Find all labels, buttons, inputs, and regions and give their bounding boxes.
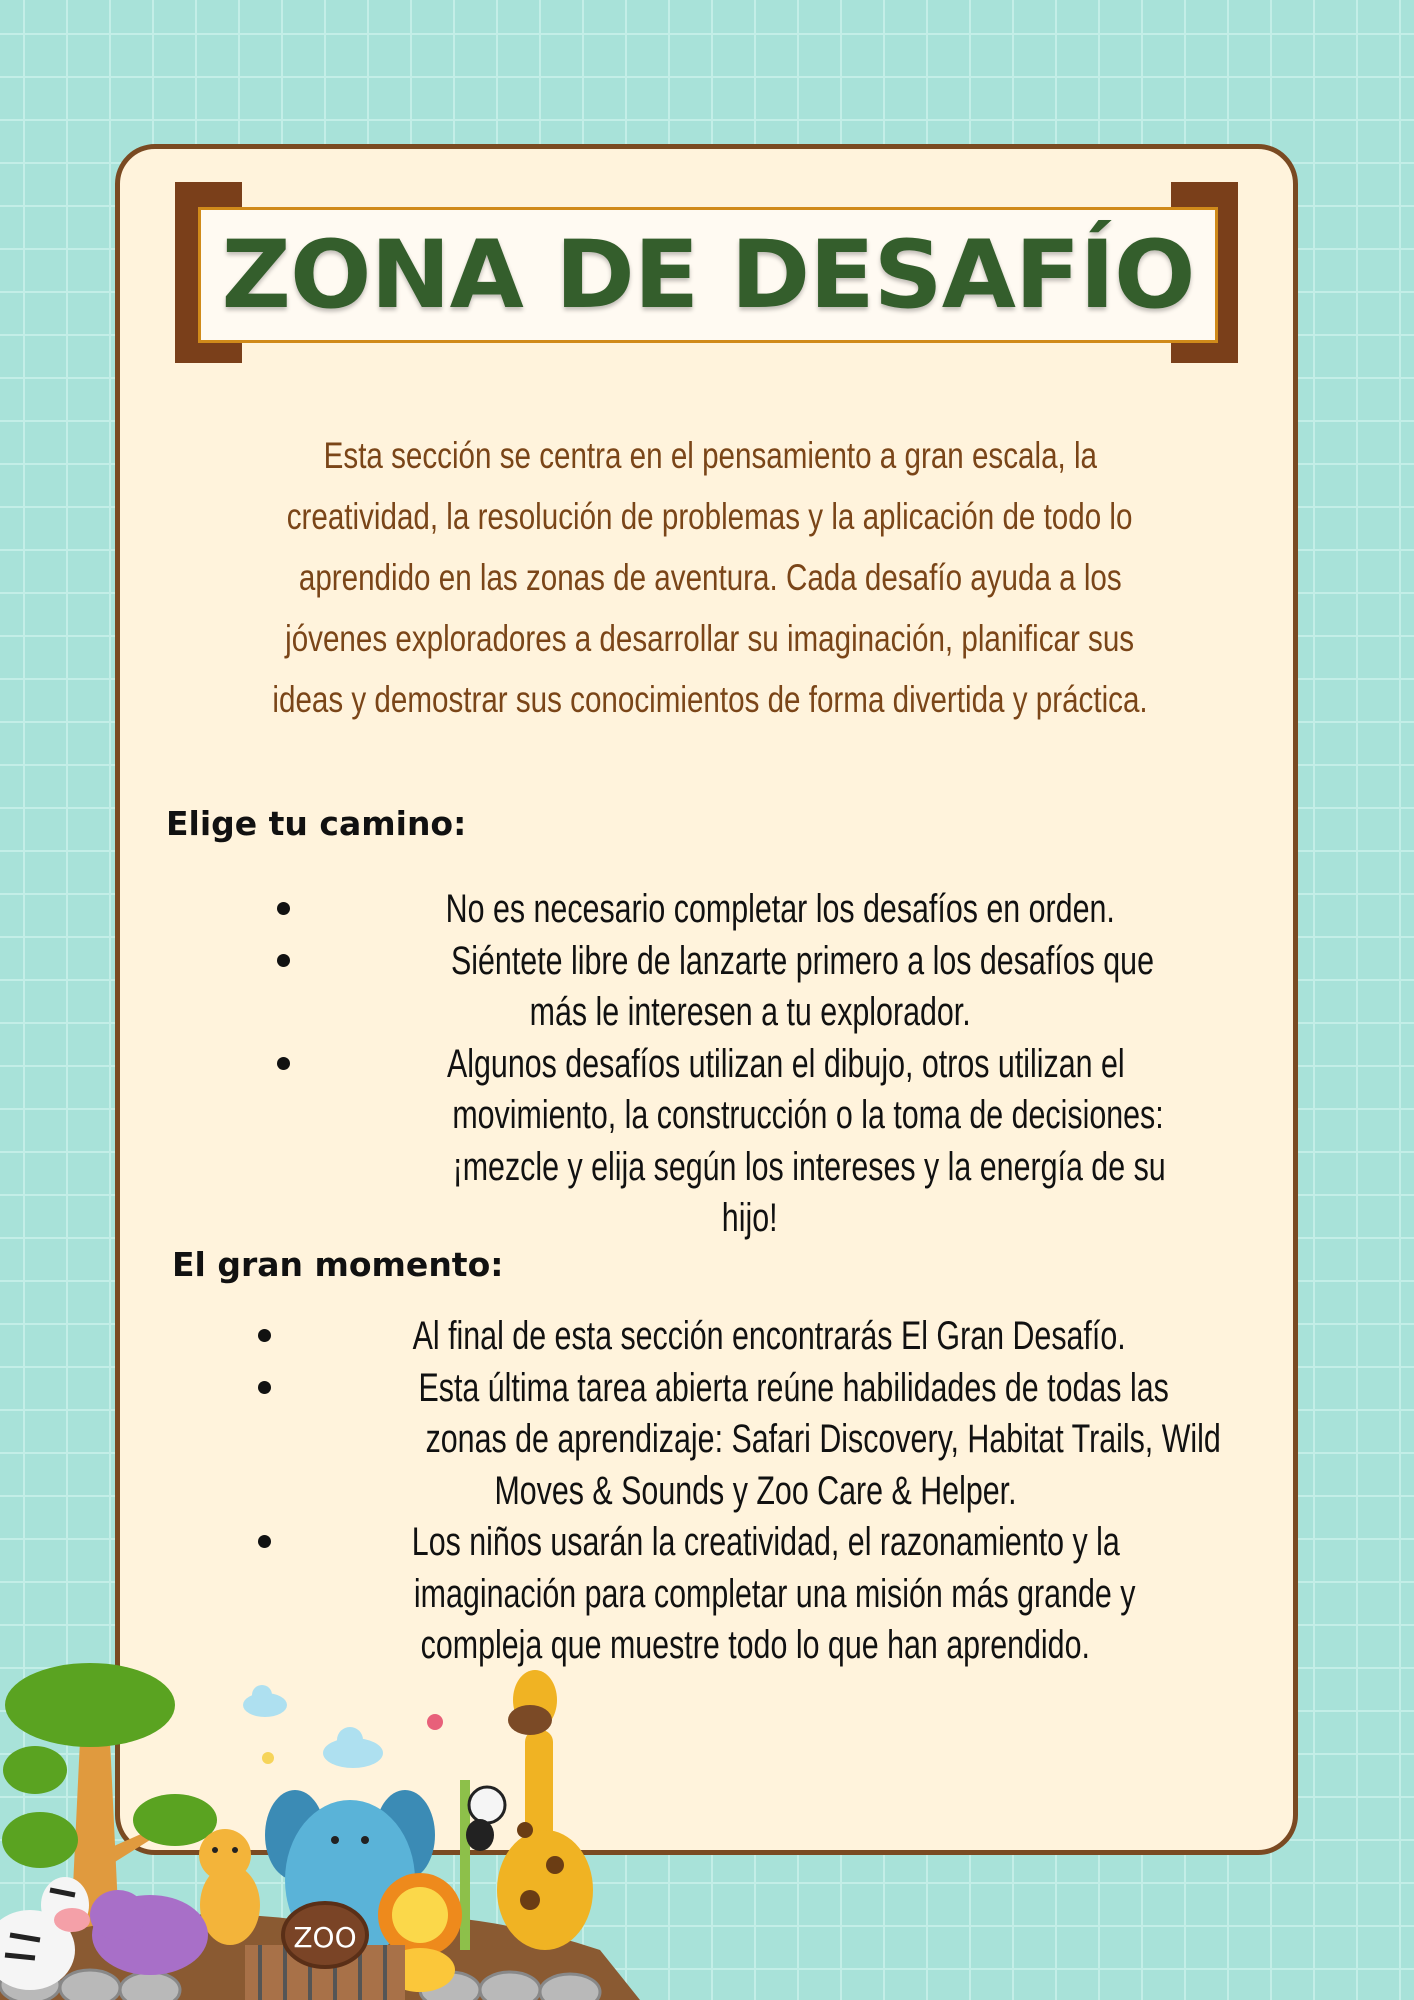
list-item [0, 884, 1414, 936]
bullet-icon [258, 1535, 271, 1548]
giraffe [497, 1670, 593, 1950]
bullet-icon [258, 1381, 271, 1394]
zoo-animals-illustration [0, 1650, 640, 2000]
list-item-text: Siéntete libre de lanzarte primero a los desafíos que [450, 938, 1154, 983]
list-item-text: Algunos desafíos utilizan el dibujo, otros utilizan el [446, 1041, 1125, 1086]
hippo [90, 1890, 208, 1975]
list-item-text: Los niños usarán la creatividad, el razonamiento y la [411, 1520, 1120, 1564]
list-item [0, 1311, 1414, 1363]
list-item-text: Al final de esta sección encontrarás El Gran Desafío. [412, 1314, 1126, 1358]
section-heading-choose-path: Elige tu camino: [166, 804, 467, 843]
list-item [0, 1039, 1414, 1245]
list-item-text: Esta última tarea abierta reúne habilidades de todas las [418, 1365, 1169, 1410]
choose-path-list [0, 884, 1414, 1245]
list-item-text: más le interesen a tu explorador. [529, 990, 971, 1034]
list-item-text: imaginación para completar una misión más grande y [413, 1571, 1136, 1616]
title-banner [198, 207, 1218, 343]
big-moment-list [0, 1311, 1414, 1672]
zoo-sign-text: ZOO [293, 1921, 357, 1954]
intro-line: Esta sección se centra en el pensamiento a gran escala, la [323, 435, 1097, 476]
bullet-icon [258, 1329, 271, 1342]
intro-line: aprendido en las zonas de aventura. Cada desafío ayuda a los [298, 557, 1122, 598]
bullet-icon [277, 954, 290, 967]
list-item-text: zonas de aprendizaje: Safari Discovery, Habitat Trails, Wild [425, 1417, 1221, 1461]
list-item-text: movimiento, la construcción o la toma de decisiones: [452, 1093, 1164, 1137]
bullet-icon [277, 902, 290, 915]
list-item [0, 1363, 1414, 1518]
list-item-text: ¡mezcle y elija según los intereses y la energía de su [452, 1144, 1166, 1189]
list-item-text: No es necesario completar los desafíos en orden. [445, 887, 1115, 931]
list-item-text: compleja que muestre todo lo que han aprendido. [420, 1623, 1090, 1667]
list-item [0, 1517, 1414, 1672]
section-heading-big-moment: El gran momento: [172, 1245, 504, 1284]
intro-line: ideas y demostrar sus conocimientos de forma divertida y práctica. [272, 679, 1148, 720]
list-item-text: Moves & Sounds y Zoo Care & Helper. [493, 1468, 1017, 1513]
intro-line: jóvenes exploradores a desarrollar su imaginación, planificar sus [285, 618, 1135, 659]
leopard [199, 1829, 260, 1945]
intro-line: creatividad, la resolución de problemas y la aplicación de todo lo [287, 496, 1133, 537]
page-title: ZONA DE DESAFÍO [221, 220, 1195, 330]
list-item-text: hijo! [722, 1196, 778, 1240]
bullet-icon [277, 1057, 290, 1070]
intro-paragraph [160, 425, 1260, 730]
list-item [0, 936, 1414, 1039]
